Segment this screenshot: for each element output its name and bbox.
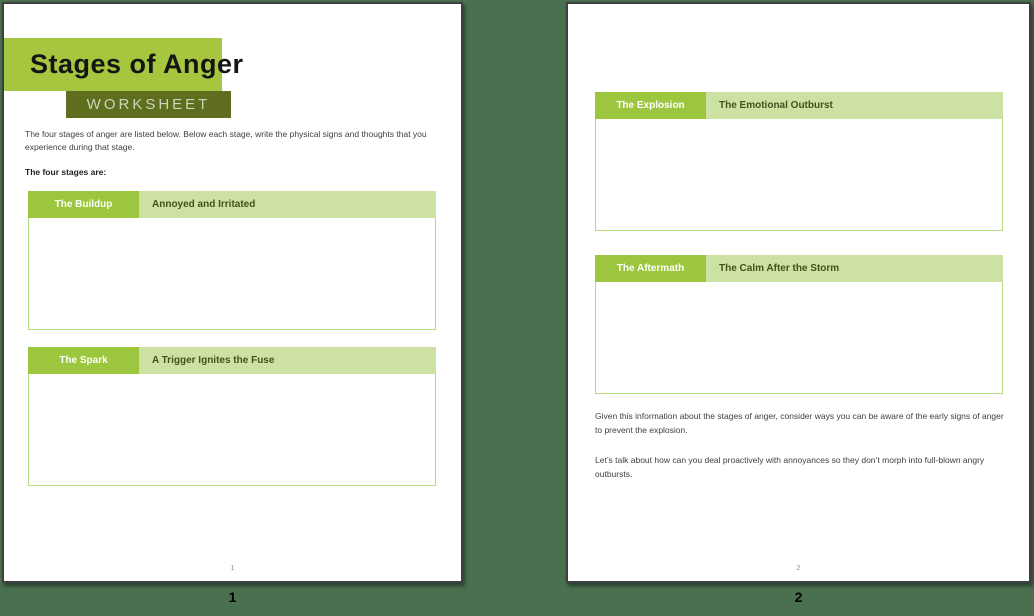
stage-table-explosion (595, 92, 1003, 231)
stage-description-cell: The Calm After the Storm (706, 255, 1003, 282)
stage-writing-area (28, 374, 436, 486)
page-title: Stages of Anger (30, 49, 244, 79)
stage-table-header (595, 92, 1003, 119)
stage-name-cell: The Spark (28, 347, 139, 374)
stage-writing-area (595, 282, 1003, 394)
stage-name-cell: The Explosion (595, 92, 706, 119)
stages-lead-text: The four stages are: (25, 167, 107, 177)
worksheet-subtitle-block (66, 91, 231, 118)
page-footer-number: 2 (796, 565, 801, 572)
stage-table-header (595, 255, 1003, 282)
page-footer-number: 1 (230, 565, 235, 572)
worksheet-page-2[interactable] (566, 2, 1031, 583)
stage-description-cell: Annoyed and Irritated (139, 191, 436, 218)
stage-table-buildup (28, 191, 436, 330)
stage-writing-area (28, 218, 436, 330)
closing-paragraph-1: Given this information about the stages of anger, consider ways you can be aware of the early signs of anger to prevent the explosion. (595, 411, 1004, 435)
worksheet-subtitle: WORKSHEET (86, 96, 211, 113)
stage-table-aftermath (595, 255, 1003, 394)
stage-description-cell: The Emotional Outburst (706, 92, 1003, 119)
page-thumbnail-label-1: 1 (228, 589, 237, 605)
closing-paragraph-2: Let’s talk about how can you deal proactively with annoyances so they don’t morph into full-blown angry outbursts. (595, 455, 985, 479)
stage-table-spark (28, 347, 436, 486)
stage-description-cell: A Trigger Ignites the Fuse (139, 347, 436, 374)
intro-paragraph: The four stages of anger are listed below. Below each stage, write the physical signs and thoughts that you experience during that stage. (25, 129, 427, 152)
stage-name-cell: The Aftermath (595, 255, 706, 282)
stage-name-cell: The Buildup (28, 191, 139, 218)
worksheet-page-1[interactable] (2, 2, 463, 583)
stage-table-header (28, 347, 436, 374)
stage-table-header (28, 191, 436, 218)
stage-writing-area (595, 119, 1003, 231)
page-thumbnail-label-2: 2 (794, 589, 803, 605)
title-banner (4, 38, 244, 91)
